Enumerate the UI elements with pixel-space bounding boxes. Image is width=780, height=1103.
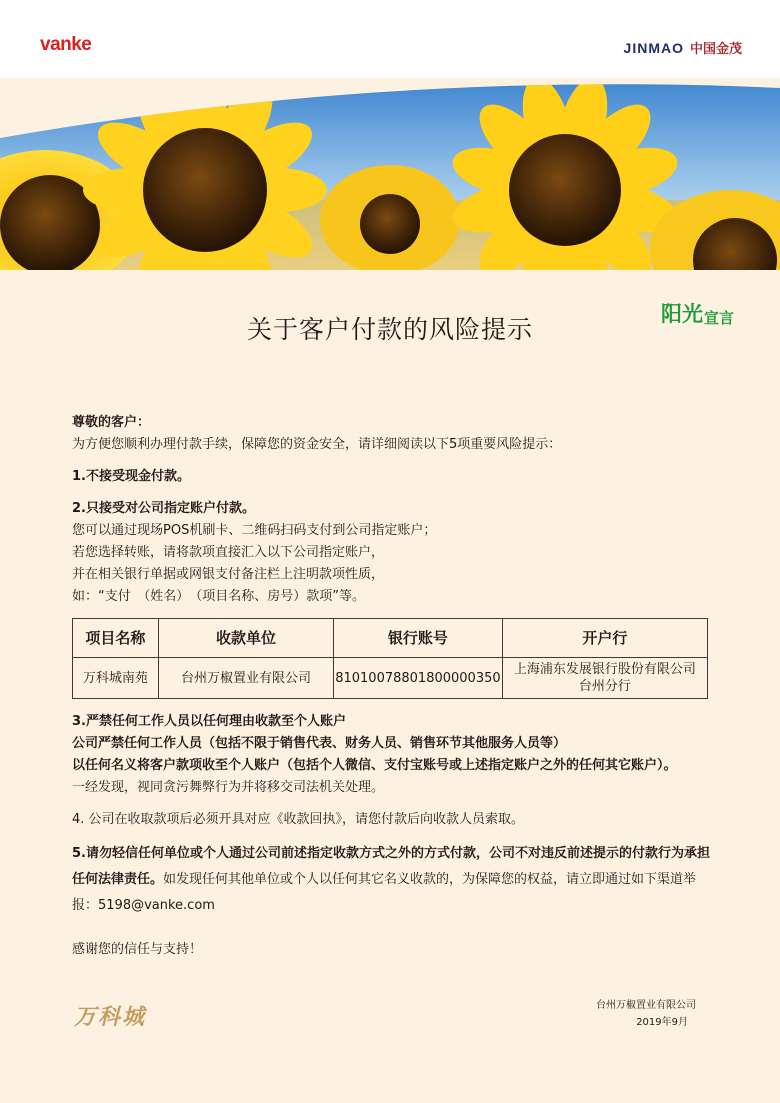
item-3-line1: 公司严禁任何工作人员（包括不限于销售代表、财务人员、销售环节其他服务人员等） <box>72 736 567 751</box>
greeting: 尊敬的客户： <box>72 415 151 430</box>
table-cell-bank <box>502 658 707 699</box>
footer-date: 2019年9月 <box>636 1017 688 1028</box>
yangguang-logo-part1: 阳光 <box>661 302 703 326</box>
item-2-line: 您可以通过现场POS机刷卡、二维码扫码支付到公司指定账户； <box>72 523 437 538</box>
item-2-heading: 2.只接受对公司指定账户付款。 <box>72 501 255 516</box>
table-header-cell: 收款单位 <box>158 619 333 658</box>
table-header-row <box>73 619 708 658</box>
intro-text: 为方便您顺利办理付款手续，保障您的资金安全，请详细阅读以下5项重要风险提示： <box>72 437 562 452</box>
sunflower-banner <box>0 80 780 270</box>
jinmao-logo <box>624 38 742 57</box>
notice-body <box>72 412 712 961</box>
item-4: 4. 公司在收取款项后必须开具对应《收款回执》，请您付款后向收款人员索取。 <box>72 812 525 827</box>
thanks-text: 感谢您的信任与支持！ <box>72 942 203 957</box>
top-header <box>0 0 780 78</box>
footer-company-name: 台州万椒置业有限公司 <box>596 1000 696 1011</box>
bank-name-line1: 上海浦东发展银行股份有限公司 <box>513 662 696 677</box>
sunflower-banner-image <box>0 80 780 270</box>
jinmao-logo-en: JINMAO <box>623 39 684 56</box>
footer-signature <box>596 997 696 1031</box>
yangguang-logo-part2: 宣言 <box>704 309 735 327</box>
item-5-bold: 5.请勿轻信任何单位或个人通过公司前述指定收款方式之外的方式付款，公司不对违反前述提示的付款行为承担任何法律责任。 <box>72 846 710 887</box>
item-3-line3: 一经发现，视同贪污舞弊行为并将移交司法机关处理。 <box>72 780 385 795</box>
account-table <box>72 618 708 699</box>
bank-name-line2: 台州分行 <box>578 679 631 694</box>
table-row <box>73 658 708 699</box>
vanke-logo: vanke <box>40 34 92 55</box>
wankecheng-logo: 万科城 <box>74 1005 147 1030</box>
table-cell-account: 81010078801800000350 <box>334 658 502 699</box>
item-1: 1.不接受现金付款。 <box>72 469 190 484</box>
table-header-cell: 项目名称 <box>73 619 159 658</box>
item-2-line: 并在相关银行单据或网银支付备注栏上注明款项性质， <box>72 567 385 582</box>
item-3-line2: 以任何名义将客户款项收至个人账户（包括个人微信、支付宝账号或上述指定账户之外的任何其它账户）。 <box>72 758 677 773</box>
item-5-normal: 如发现任何其他单位或个人以任何其它名义收款的，为保障您的权益，请立即通过如下渠道举报：5198@vanke.com <box>72 872 697 913</box>
item-3-heading: 3.严禁任何工作人员以任何理由收款至个人账户 <box>72 714 346 729</box>
item-5 <box>72 841 712 919</box>
jinmao-logo-cn: 中国金茂 <box>689 42 742 57</box>
table-cell-project: 万科城南苑 <box>73 658 159 699</box>
table-header-cell: 银行账号 <box>334 619 502 658</box>
item-2-line: 如：“支付 （姓名） （项目名称、房号）款项”等。 <box>72 589 365 604</box>
table-header-cell: 开户行 <box>502 619 707 658</box>
item-2-line: 若您选择转账，请将款项直接汇入以下公司指定账户， <box>72 545 385 560</box>
table-cell-payee: 台州万椒置业有限公司 <box>158 658 333 699</box>
page-title: 关于客户付款的风险提示 <box>246 315 533 344</box>
